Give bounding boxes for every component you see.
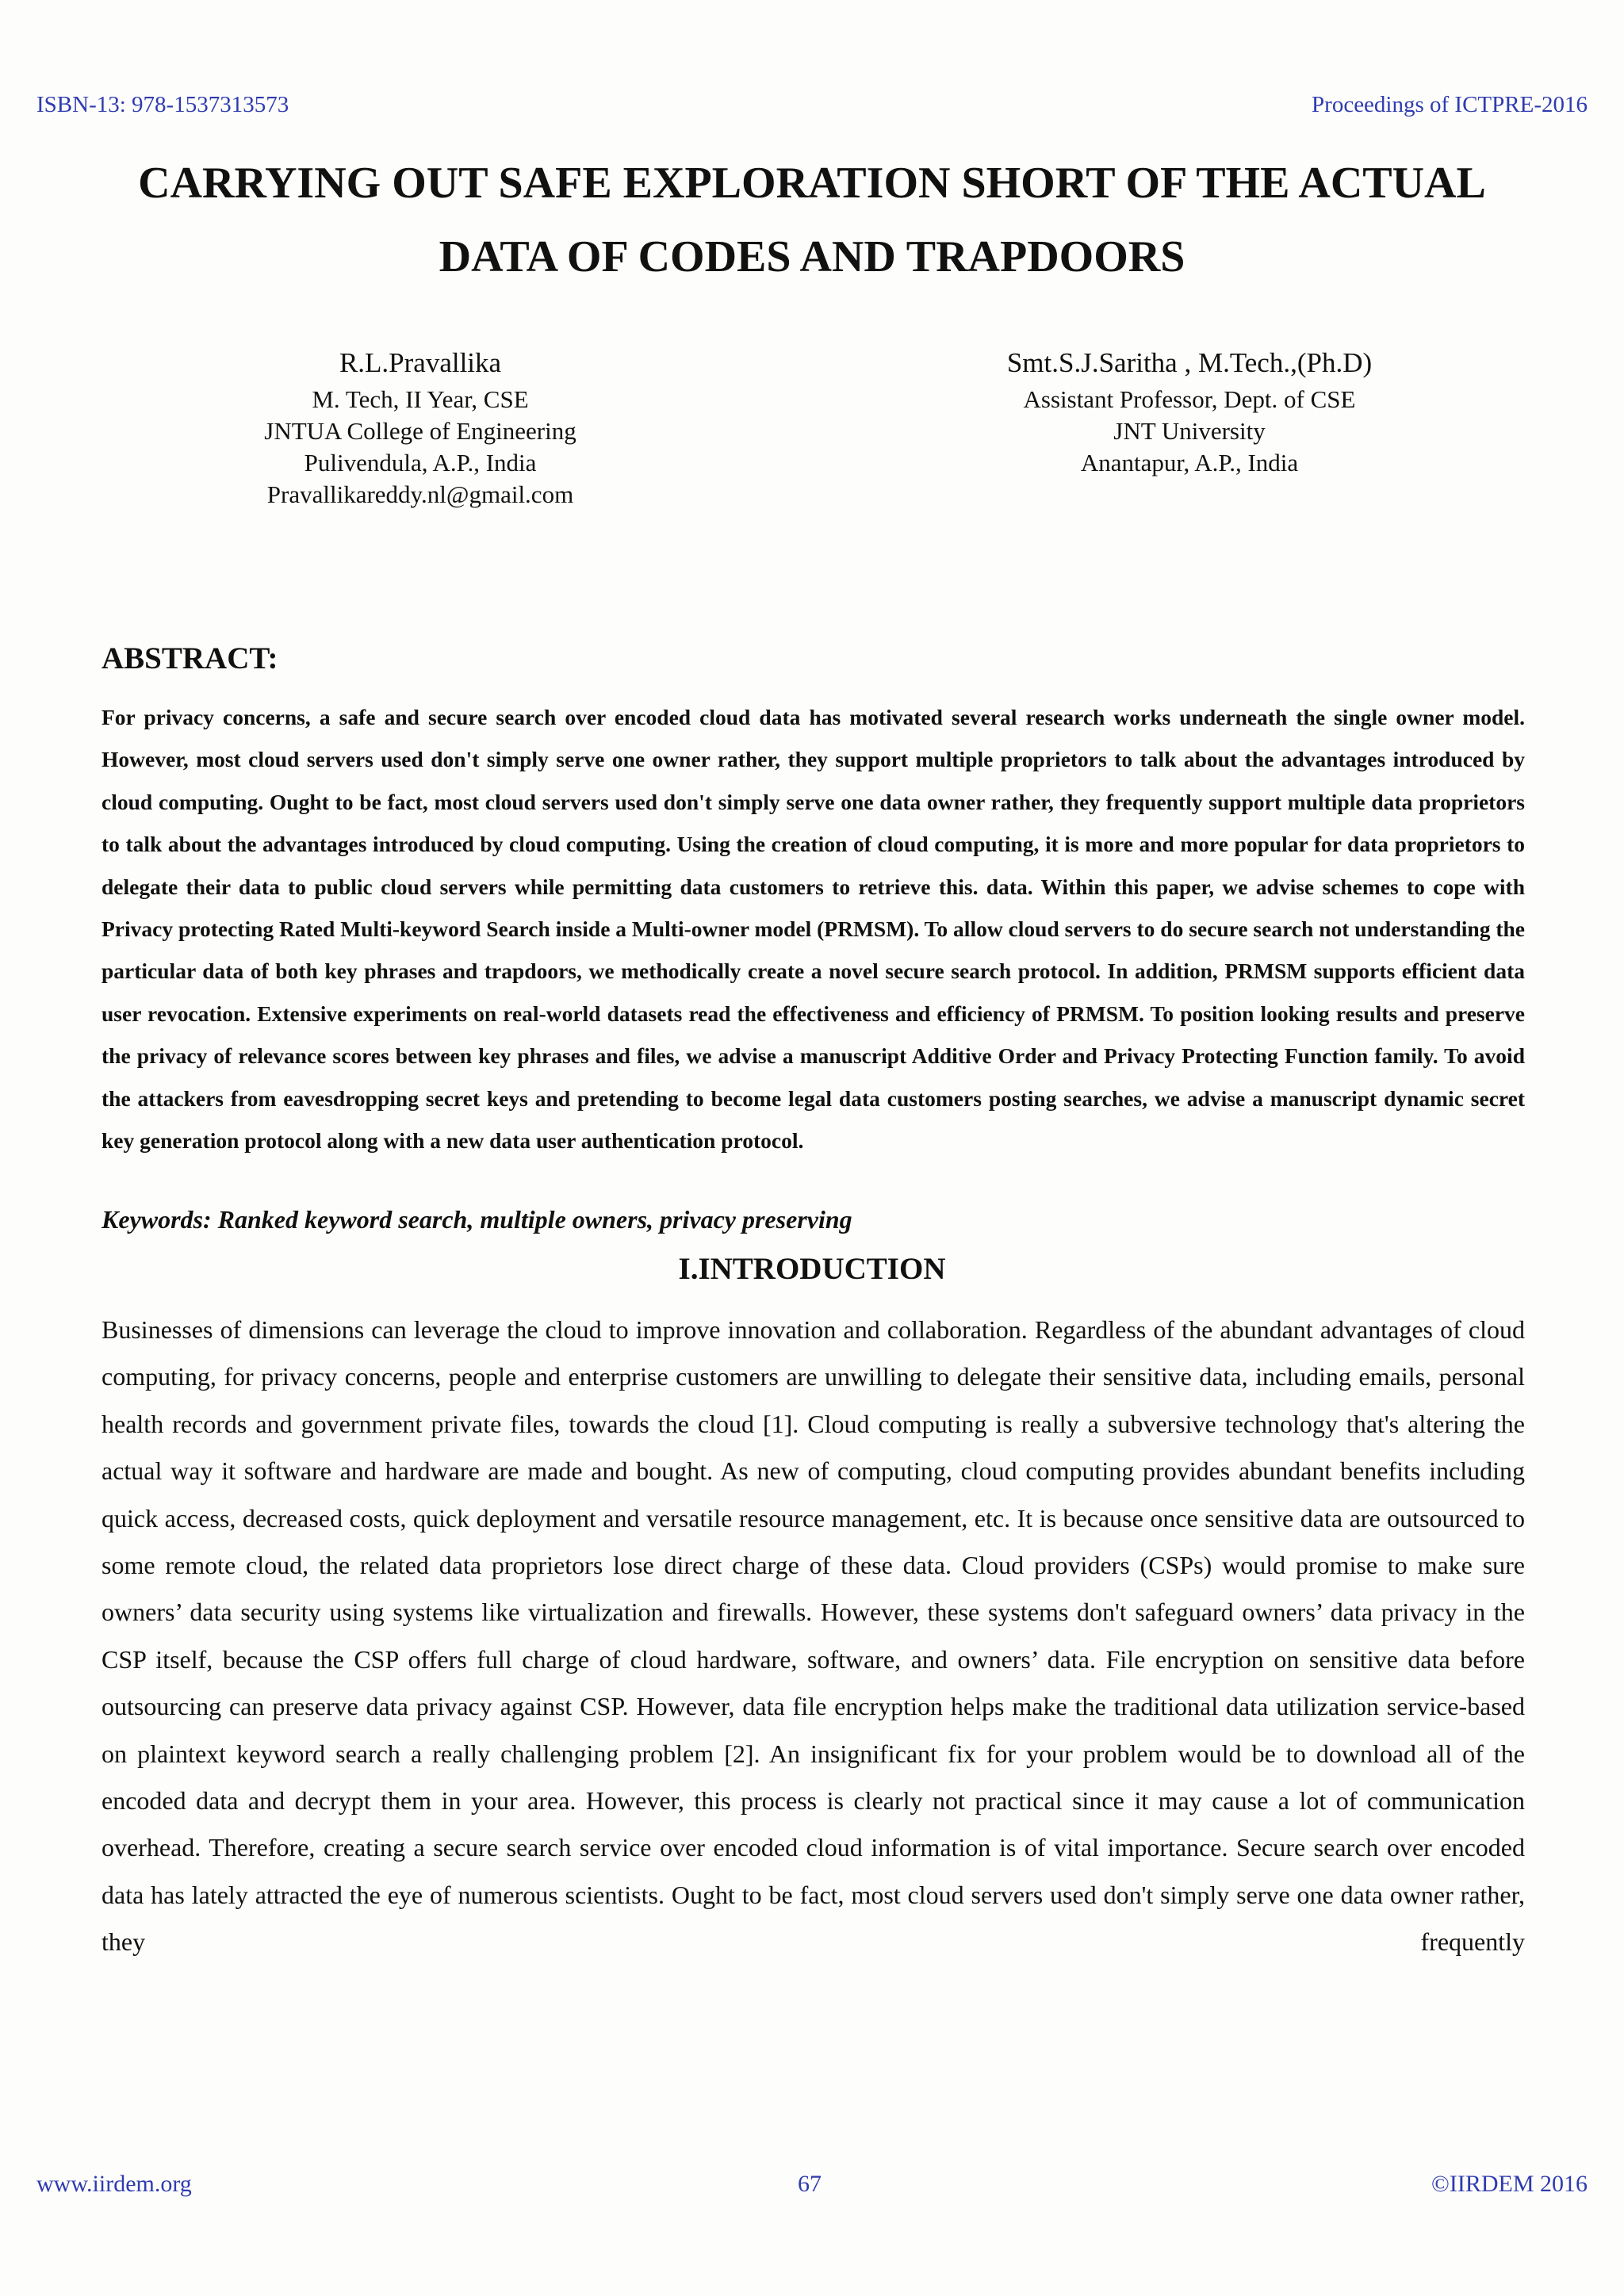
author-block-1 xyxy=(206,342,634,511)
introduction-heading: I.INTRODUCTION xyxy=(678,1252,946,1286)
website-link[interactable]: www.iirdem.org xyxy=(36,2171,192,2197)
copyright-notice: ©IIRDEM 2016 xyxy=(1431,2171,1588,2197)
author-affiliation: Assistant Professor, Dept. of CSE xyxy=(1023,385,1356,413)
author-affiliation: JNT University xyxy=(1113,417,1266,445)
author-name: Smt.S.J.Saritha , M.Tech.,(Ph.D) xyxy=(1006,347,1373,378)
paper-title xyxy=(95,147,1529,294)
abstract-text: For privacy concerns, a safe and secure search over encoded cloud data has motivated several research works underneath the single owner model. However, most cloud servers used don't simply serve one owner rather, they support multiple proprietors to talk about the advantages introduced by cloud computing. Ought to be fact, most cloud servers used don't simply serve one data owner rather, they frequently support multiple data proprietors to talk about the advantages introduced by cloud computing. Using the creation of cloud computing, it is more and more popular for data proprietors to delegate their data to public cloud servers while permitting data customers to retrieve this. data. Within this paper, we advise schemes to cope with Privacy protecting Rated Multi-keyword Search inside a Multi-owner model (PRMSM). To allow cloud servers to do secure search not understanding the particular data of both key phrases and trapdoors, we methodically create a novel secure search protocol. In addition, PRMSM supports efficient data user revocation. Extensive experiments on real-world datasets read the effectiveness and efficiency of PRMSM. To position looking results and preserve the privacy of relevance scores between key phrases and files, we advise a manuscript Additive Order and Privacy Protecting Function family. To avoid the attackers from eavesdropping secret keys and pretending to become legal data customers posting searches, we advise a manuscript dynamic secret key generation protocol along with a new data user authentication protocol. xyxy=(102,705,1525,1154)
author-affiliation: Anantapur, A.P., India xyxy=(1080,449,1299,476)
title-line-1: CARRYING OUT SAFE EXPLORATION SHORT OF THE ACTUAL xyxy=(138,159,1486,208)
title-line-2: DATA OF CODES AND TRAPDOORS xyxy=(439,232,1185,281)
author-affiliation: JNTUA College of Engineering xyxy=(264,417,576,445)
author-affiliation: M. Tech, II Year, CSE xyxy=(312,385,529,413)
page-number: 67 xyxy=(798,2171,822,2197)
author-affiliation: Pulivendula, A.P., India xyxy=(304,449,537,476)
proceedings-header: Proceedings of ICTPRE-2016 xyxy=(1312,92,1588,117)
author-email: Pravallikareddy.nl@gmail.com xyxy=(266,480,574,508)
keywords-line: Keywords: Ranked keyword search, multiple owners, privacy preserving xyxy=(102,1205,852,1234)
introduction-text: Businesses of dimensions can leverage the cloud to improve innovation and collaboration. Regardless of the abundant advantages of cloud computing, for privacy concerns, people and enterprise customers are unwilling to delegate their sensitive data, including emails, personal health records and government private files, towards the cloud [1]. Cloud computing is really a subversive technology that's altering the actual way it software and hardware are made and bought. As new of computing, cloud computing provides abundant benefits including quick access, decreased costs, quick deployment and versatile resource management, etc. It is because once sensitive data are outsourced to some remote cloud, the related data proprietors lose direct charge of these data. Cloud providers (CSPs) would promise to make sure owners’ data security using systems like virtualization and firewalls. However, these systems don't safeguard owners’ data privacy in the CSP itself, because the CSP offers full charge of cloud hardware, software, and owners’ data. File encryption on sensitive data before outsourcing can preserve data privacy against CSP. However, data file encryption helps make the traditional data utilization service-based on plaintext keyword search a really challenging problem [2]. An insignificant fix for your problem would be to download all of the encoded data and decrypt them in your area. However, this process is clearly not practical since it may cause a lot of communication overhead. Therefore, creating a secure search service over encoded cloud information is of vital importance. Secure search over encoded data has lately attracted the eye of numerous scientists. Ought to be fact, most cloud servers used don't simply serve one data owner rather, they frequently xyxy=(102,1315,1525,1957)
abstract-heading: ABSTRACT: xyxy=(102,641,278,675)
isbn-header: ISBN-13: 978-1537313573 xyxy=(36,92,289,117)
author-name: R.L.Pravallika xyxy=(339,347,502,378)
author-block-2 xyxy=(983,342,1396,479)
